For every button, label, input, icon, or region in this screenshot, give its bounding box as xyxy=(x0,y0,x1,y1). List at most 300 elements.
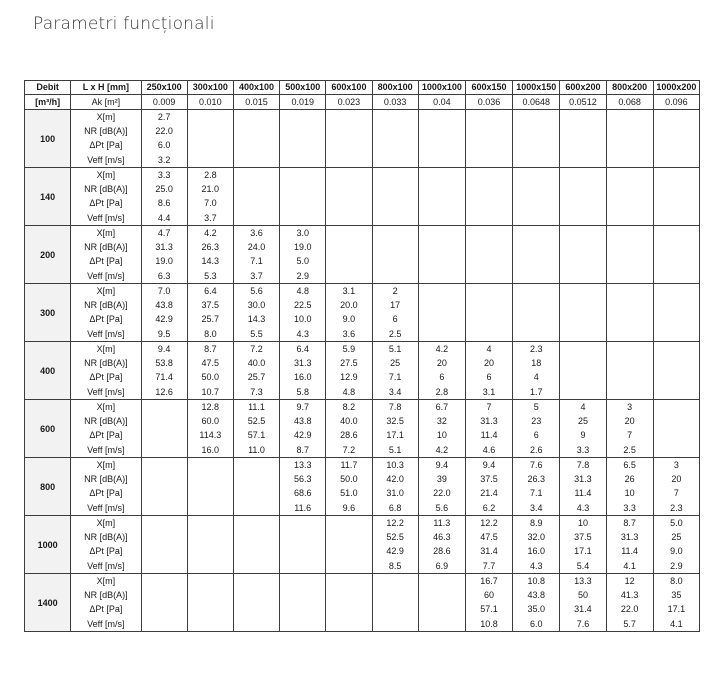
table-row xyxy=(25,182,700,196)
value-cell xyxy=(141,486,187,500)
value-cell xyxy=(606,182,653,196)
value-cell xyxy=(187,138,233,152)
value-cell: 6 xyxy=(513,428,560,442)
value-cell xyxy=(513,110,560,125)
value-cell xyxy=(560,384,606,400)
table-row xyxy=(25,616,700,632)
value-cell xyxy=(465,210,512,226)
debit-value-cell: 800 xyxy=(25,458,71,516)
value-cell: 10.3 xyxy=(372,458,418,473)
value-cell xyxy=(233,516,279,531)
value-cell: 22.0 xyxy=(141,124,187,138)
value-cell: 25 xyxy=(560,414,606,428)
value-cell xyxy=(280,168,326,183)
param-label-cell: Veff [m/s] xyxy=(71,442,141,458)
value-cell: 8.9 xyxy=(513,516,560,531)
value-cell xyxy=(372,240,418,254)
value-cell: 5.0 xyxy=(280,254,326,268)
value-cell: 42.9 xyxy=(372,544,418,558)
value-cell: 9.4 xyxy=(141,342,187,357)
value-cell: 12.9 xyxy=(326,370,372,384)
value-cell: 40.0 xyxy=(233,356,279,370)
value-cell: 7.0 xyxy=(141,284,187,299)
value-cell xyxy=(560,268,606,284)
value-cell: 31.4 xyxy=(465,544,512,558)
value-cell: 4.2 xyxy=(187,226,233,241)
value-cell: 5.4 xyxy=(560,558,606,574)
value-cell: 16.0 xyxy=(187,442,233,458)
value-cell xyxy=(372,602,418,616)
value-cell: 43.8 xyxy=(280,414,326,428)
table-row xyxy=(25,196,700,210)
table-row xyxy=(25,124,700,138)
value-cell: 7.7 xyxy=(465,558,512,574)
value-cell: 4.4 xyxy=(141,210,187,226)
value-cell xyxy=(465,326,512,342)
value-cell: 4.2 xyxy=(418,442,465,458)
value-cell xyxy=(653,298,699,312)
value-cell: 4.2 xyxy=(418,342,465,357)
value-cell: 20.0 xyxy=(326,298,372,312)
value-cell: 60 xyxy=(465,588,512,602)
value-cell xyxy=(560,356,606,370)
value-cell: 25.7 xyxy=(187,312,233,326)
value-cell xyxy=(560,226,606,241)
value-cell: 10.0 xyxy=(280,312,326,326)
value-cell xyxy=(513,240,560,254)
value-cell xyxy=(560,254,606,268)
param-label-cell: X[m] xyxy=(71,516,141,531)
value-cell xyxy=(141,530,187,544)
value-cell: 12.8 xyxy=(187,400,233,415)
value-cell xyxy=(418,138,465,152)
value-cell xyxy=(372,138,418,152)
value-cell: 13.3 xyxy=(560,574,606,589)
value-cell: 11.6 xyxy=(280,500,326,516)
value-cell xyxy=(326,138,372,152)
value-cell: 5.1 xyxy=(372,442,418,458)
value-cell: 12 xyxy=(606,574,653,589)
value-cell xyxy=(233,588,279,602)
value-cell xyxy=(141,588,187,602)
value-cell xyxy=(653,254,699,268)
value-cell: 9.0 xyxy=(326,312,372,326)
size-header-cell: 600x100 xyxy=(326,81,372,95)
value-cell: 25.0 xyxy=(141,182,187,196)
value-cell: 6.9 xyxy=(418,558,465,574)
value-cell xyxy=(141,558,187,574)
value-cell xyxy=(653,226,699,241)
value-cell: 10.8 xyxy=(465,616,512,632)
param-label-cell: Veff [m/s] xyxy=(71,558,141,574)
value-cell: 56.3 xyxy=(280,472,326,486)
debit-value-cell: 300 xyxy=(25,284,71,342)
value-cell xyxy=(418,588,465,602)
value-cell xyxy=(233,182,279,196)
value-cell xyxy=(233,152,279,168)
value-cell: 2.5 xyxy=(372,326,418,342)
value-cell xyxy=(653,342,699,357)
value-cell: 2.7 xyxy=(141,110,187,125)
table-row xyxy=(25,240,700,254)
value-cell: 43.8 xyxy=(513,588,560,602)
value-cell: 3.1 xyxy=(326,284,372,299)
value-cell xyxy=(187,544,233,558)
value-cell xyxy=(372,110,418,125)
value-cell: 42.9 xyxy=(280,428,326,442)
value-cell xyxy=(606,254,653,268)
table-row xyxy=(25,500,700,516)
value-cell xyxy=(418,326,465,342)
value-cell: 3.4 xyxy=(372,384,418,400)
value-cell xyxy=(513,138,560,152)
value-cell: 43.8 xyxy=(141,298,187,312)
value-cell: 5 xyxy=(513,400,560,415)
value-cell xyxy=(560,240,606,254)
size-header-cell: 600x150 xyxy=(465,81,512,95)
value-cell xyxy=(653,210,699,226)
param-label-cell: NR [dB(A)] xyxy=(71,472,141,486)
value-cell: 27.5 xyxy=(326,356,372,370)
value-cell xyxy=(513,312,560,326)
value-cell xyxy=(465,182,512,196)
value-cell xyxy=(465,110,512,125)
value-cell: 2.3 xyxy=(513,342,560,357)
table-row xyxy=(25,442,700,458)
value-cell: 9.5 xyxy=(141,326,187,342)
value-cell xyxy=(653,182,699,196)
value-cell xyxy=(326,110,372,125)
value-cell: 14.3 xyxy=(187,254,233,268)
value-cell: 52.5 xyxy=(372,530,418,544)
value-cell: 20 xyxy=(653,472,699,486)
value-cell xyxy=(233,558,279,574)
value-cell xyxy=(560,168,606,183)
table-row xyxy=(25,342,700,357)
value-cell: 50.0 xyxy=(326,472,372,486)
value-cell xyxy=(372,124,418,138)
value-cell xyxy=(141,544,187,558)
param-label-cell: ΔPt [Pa] xyxy=(71,602,141,616)
value-cell: 31.3 xyxy=(141,240,187,254)
ak-value-cell: 0.0648 xyxy=(513,95,560,110)
table-row xyxy=(25,428,700,442)
value-cell xyxy=(418,124,465,138)
value-cell xyxy=(653,138,699,152)
table-row xyxy=(25,312,700,326)
value-cell xyxy=(653,240,699,254)
value-cell: 8.6 xyxy=(141,196,187,210)
value-cell xyxy=(187,458,233,473)
value-cell xyxy=(233,210,279,226)
param-label-cell: ΔPt [Pa] xyxy=(71,254,141,268)
value-cell xyxy=(418,226,465,241)
value-cell xyxy=(233,124,279,138)
value-cell: 4.3 xyxy=(280,326,326,342)
table-row xyxy=(25,414,700,428)
param-label-cell: X[m] xyxy=(71,168,141,183)
value-cell: 7.2 xyxy=(233,342,279,357)
value-cell xyxy=(418,152,465,168)
debit-value-cell: 1000 xyxy=(25,516,71,574)
value-cell: 26 xyxy=(606,472,653,486)
param-label-cell: NR [dB(A)] xyxy=(71,414,141,428)
value-cell: 31.4 xyxy=(560,602,606,616)
value-cell: 53.8 xyxy=(141,356,187,370)
table-row xyxy=(25,254,700,268)
size-header-cell: 1000x100 xyxy=(418,81,465,95)
value-cell xyxy=(233,616,279,632)
param-label-cell: ΔPt [Pa] xyxy=(71,312,141,326)
value-cell: 7 xyxy=(465,400,512,415)
param-label-cell: Veff [m/s] xyxy=(71,268,141,284)
value-cell: 50.0 xyxy=(187,370,233,384)
param-label-cell: X[m] xyxy=(71,574,141,589)
value-cell xyxy=(560,326,606,342)
param-label-cell: Veff [m/s] xyxy=(71,616,141,632)
ak-value-cell: 0.033 xyxy=(372,95,418,110)
debit-value-cell: 100 xyxy=(25,110,71,168)
value-cell: 42.9 xyxy=(141,312,187,326)
param-label-cell: X[m] xyxy=(71,400,141,415)
value-cell: 23 xyxy=(513,414,560,428)
value-cell: 9.6 xyxy=(326,500,372,516)
value-cell: 8.2 xyxy=(326,400,372,415)
value-cell xyxy=(187,558,233,574)
value-cell: 9.4 xyxy=(465,458,512,473)
value-cell: 7.6 xyxy=(560,616,606,632)
value-cell xyxy=(418,268,465,284)
value-cell xyxy=(653,312,699,326)
size-header-cell: 800x200 xyxy=(606,81,653,95)
value-cell: 7.1 xyxy=(372,370,418,384)
value-cell xyxy=(280,124,326,138)
value-cell xyxy=(326,226,372,241)
value-cell xyxy=(465,284,512,299)
value-cell: 6.4 xyxy=(187,284,233,299)
value-cell xyxy=(326,544,372,558)
value-cell xyxy=(280,196,326,210)
value-cell: 17.1 xyxy=(560,544,606,558)
value-cell xyxy=(372,182,418,196)
value-cell: 4.1 xyxy=(653,616,699,632)
value-cell xyxy=(326,268,372,284)
debit-header: Debit xyxy=(25,81,71,95)
param-label-cell: NR [dB(A)] xyxy=(71,356,141,370)
value-cell xyxy=(418,298,465,312)
value-cell: 10.8 xyxy=(513,574,560,589)
value-cell xyxy=(465,226,512,241)
value-cell: 5.3 xyxy=(187,268,233,284)
value-cell xyxy=(606,356,653,370)
value-cell xyxy=(606,168,653,183)
value-cell xyxy=(372,168,418,183)
value-cell xyxy=(326,616,372,632)
value-cell: 47.5 xyxy=(187,356,233,370)
value-cell: 1.7 xyxy=(513,384,560,400)
param-label-cell: Veff [m/s] xyxy=(71,326,141,342)
value-cell: 9.4 xyxy=(418,458,465,473)
value-cell: 11.4 xyxy=(606,544,653,558)
value-cell xyxy=(560,196,606,210)
value-cell xyxy=(187,616,233,632)
ak-value-cell: 0.019 xyxy=(280,95,326,110)
parameters-table xyxy=(24,80,700,632)
value-cell xyxy=(653,442,699,458)
value-cell: 6.2 xyxy=(465,500,512,516)
value-cell: 7.0 xyxy=(187,196,233,210)
value-cell xyxy=(418,254,465,268)
ak-value-cell: 0.036 xyxy=(465,95,512,110)
value-cell xyxy=(653,196,699,210)
table-row xyxy=(25,558,700,574)
header-row-ak xyxy=(25,95,700,110)
value-cell xyxy=(326,240,372,254)
ak-header xyxy=(71,95,141,110)
value-cell: 2.3 xyxy=(653,500,699,516)
value-cell: 11.3 xyxy=(418,516,465,531)
value-cell xyxy=(513,196,560,210)
value-cell xyxy=(653,326,699,342)
value-cell xyxy=(233,472,279,486)
value-cell xyxy=(233,168,279,183)
table-row xyxy=(25,516,700,531)
value-cell: 40.0 xyxy=(326,414,372,428)
value-cell: 37.5 xyxy=(560,530,606,544)
value-cell xyxy=(141,442,187,458)
size-header-cell: 250x100 xyxy=(141,81,187,95)
value-cell xyxy=(465,124,512,138)
value-cell xyxy=(141,500,187,516)
value-cell xyxy=(233,602,279,616)
value-cell: 9.7 xyxy=(280,400,326,415)
value-cell xyxy=(418,182,465,196)
value-cell: 8.5 xyxy=(372,558,418,574)
value-cell: 2.9 xyxy=(653,558,699,574)
param-label-cell: ΔPt [Pa] xyxy=(71,370,141,384)
table-row xyxy=(25,138,700,152)
debit-value-cell: 400 xyxy=(25,342,71,400)
value-cell xyxy=(141,602,187,616)
ak-label: Ak [m²] xyxy=(91,97,121,107)
value-cell: 7.3 xyxy=(233,384,279,400)
value-cell: 4.7 xyxy=(141,226,187,241)
value-cell xyxy=(513,326,560,342)
value-cell xyxy=(326,588,372,602)
value-cell: 3.7 xyxy=(233,268,279,284)
value-cell: 16.0 xyxy=(280,370,326,384)
value-cell: 32.5 xyxy=(372,414,418,428)
value-cell xyxy=(606,268,653,284)
value-cell xyxy=(372,574,418,589)
value-cell xyxy=(560,312,606,326)
value-cell xyxy=(372,210,418,226)
value-cell: 3.4 xyxy=(513,500,560,516)
value-cell: 17.1 xyxy=(653,602,699,616)
value-cell: 13.3 xyxy=(280,458,326,473)
value-cell xyxy=(233,458,279,473)
value-cell xyxy=(326,530,372,544)
value-cell xyxy=(653,370,699,384)
value-cell: 7.1 xyxy=(513,486,560,500)
ak-value-cell: 0.015 xyxy=(233,95,279,110)
value-cell: 11.4 xyxy=(465,428,512,442)
value-cell: 60.0 xyxy=(187,414,233,428)
value-cell: 31.3 xyxy=(280,356,326,370)
value-cell: 10 xyxy=(606,486,653,500)
value-cell: 26.3 xyxy=(513,472,560,486)
value-cell: 18 xyxy=(513,356,560,370)
value-cell: 68.6 xyxy=(280,486,326,500)
value-cell: 32 xyxy=(418,414,465,428)
value-cell xyxy=(326,124,372,138)
value-cell: 31.0 xyxy=(372,486,418,500)
value-cell xyxy=(326,254,372,268)
value-cell: 4 xyxy=(560,400,606,415)
value-cell: 8.0 xyxy=(187,326,233,342)
table-row xyxy=(25,210,700,226)
value-cell: 3 xyxy=(606,400,653,415)
value-cell xyxy=(326,210,372,226)
value-cell xyxy=(233,574,279,589)
value-cell: 3.3 xyxy=(141,168,187,183)
table-row xyxy=(25,226,700,241)
value-cell xyxy=(233,544,279,558)
value-cell xyxy=(418,574,465,589)
value-cell: 7.1 xyxy=(233,254,279,268)
value-cell xyxy=(141,428,187,442)
value-cell xyxy=(233,110,279,125)
value-cell: 10.7 xyxy=(187,384,233,400)
value-cell xyxy=(513,226,560,241)
value-cell: 6.0 xyxy=(513,616,560,632)
value-cell xyxy=(418,196,465,210)
value-cell xyxy=(141,574,187,589)
table-row xyxy=(25,152,700,168)
value-cell: 57.1 xyxy=(465,602,512,616)
size-header-cell: 300x100 xyxy=(187,81,233,95)
value-cell xyxy=(280,138,326,152)
value-cell: 25 xyxy=(372,356,418,370)
table-row xyxy=(25,486,700,500)
value-cell: 6 xyxy=(465,370,512,384)
value-cell: 7.8 xyxy=(560,458,606,473)
param-label-cell: ΔPt [Pa] xyxy=(71,486,141,500)
debit-unit-header: [m³/h] xyxy=(25,95,71,110)
value-cell: 12.2 xyxy=(465,516,512,531)
value-cell xyxy=(606,298,653,312)
value-cell xyxy=(653,428,699,442)
param-label-cell: X[m] xyxy=(71,110,141,125)
value-cell: 71.4 xyxy=(141,370,187,384)
value-cell: 37.5 xyxy=(465,472,512,486)
value-cell xyxy=(280,182,326,196)
param-label-cell: ΔPt [Pa] xyxy=(71,196,141,210)
value-cell xyxy=(372,268,418,284)
value-cell: 50 xyxy=(560,588,606,602)
param-label-cell: NR [dB(A)] xyxy=(71,298,141,312)
table-row xyxy=(25,384,700,400)
value-cell: 31.3 xyxy=(606,530,653,544)
value-cell xyxy=(418,602,465,616)
value-cell: 28.6 xyxy=(418,544,465,558)
value-cell xyxy=(465,138,512,152)
value-cell: 6.5 xyxy=(606,458,653,473)
value-cell xyxy=(653,284,699,299)
value-cell: 26.3 xyxy=(187,240,233,254)
value-cell: 4 xyxy=(513,370,560,384)
value-cell: 3.6 xyxy=(233,226,279,241)
